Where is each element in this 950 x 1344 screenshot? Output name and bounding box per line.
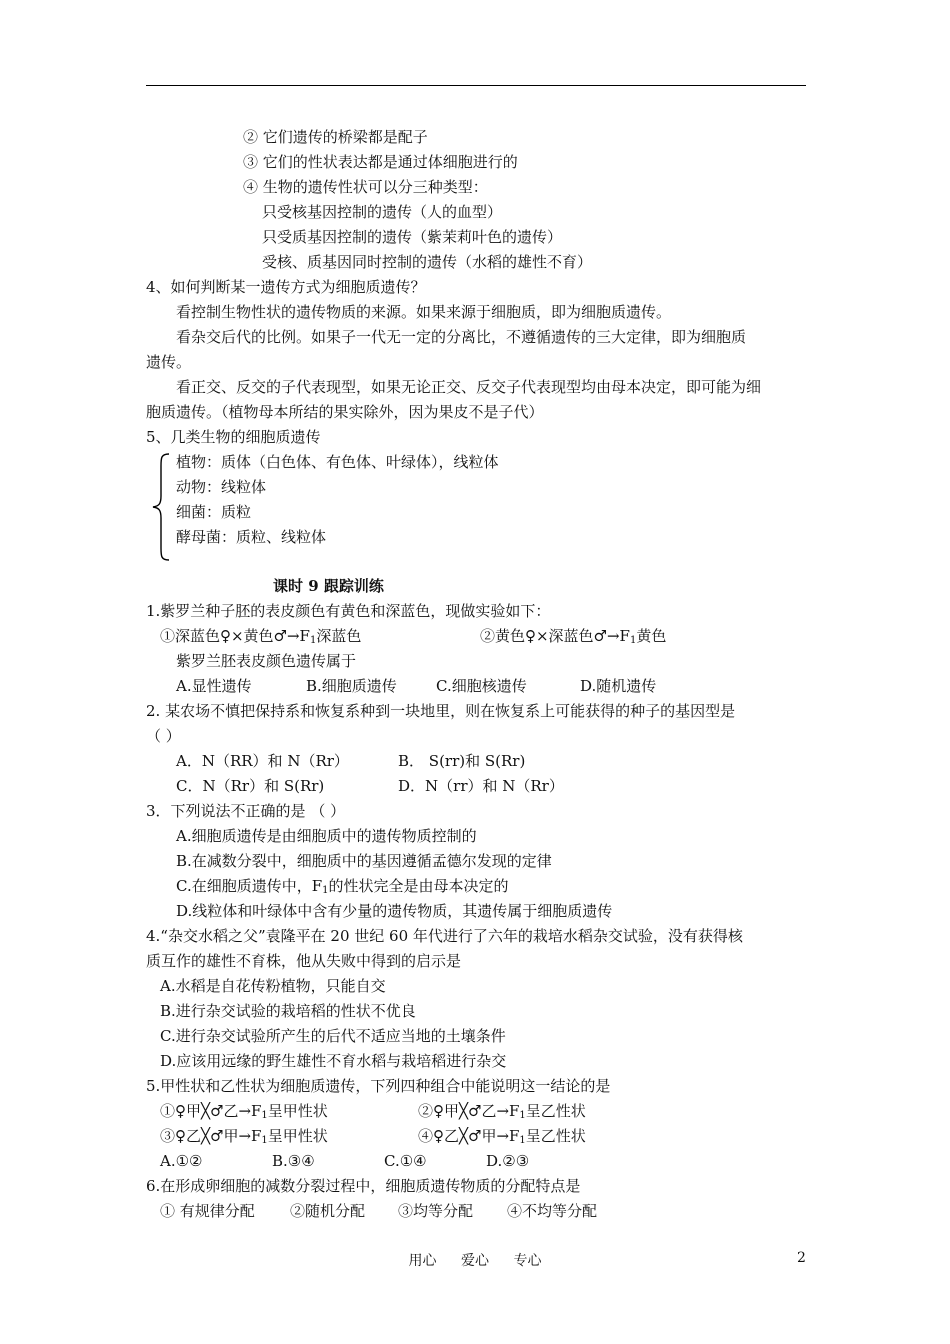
footer-motto-2: 爱心 <box>461 1253 489 1269</box>
exercise-6-option-3: ③均等分配 <box>398 1202 474 1220</box>
exercise-3-option-b: B.在减数分裂中，细胞质中的基因遵循孟德尔发现的定律 <box>176 852 552 870</box>
q5-item-bacteria: 细菌：质粒 <box>176 503 252 521</box>
exercise-2-option-a: A．N（RR）和 N（Rr） <box>176 752 349 770</box>
exercise-5-combination-3: ③♀乙╳♂甲$\to F_1$呈甲性状 <box>160 1127 328 1146</box>
header-rule <box>146 85 806 86</box>
footer-motto-1: 用心 <box>408 1253 437 1269</box>
exercise-1-stem: 1.紫罗兰种子胚的表皮颜色有黄色和深蓝色，现做实验如下： <box>146 602 551 620</box>
exercise-2-option-c: C．N（Rr）和 S(Rr) <box>176 777 325 795</box>
exercise-1-experiment-1: ①深蓝色♀×黄色$♂\to F_1$深蓝色 <box>160 627 362 646</box>
exercise-1-option-c: C.细胞核遗传 <box>436 677 527 695</box>
exercise-2-option-d: D．N（rr）和 N（Rr） <box>398 777 564 795</box>
exercise-3-option-d: D.线粒体和叶绿体中含有少量的遗传物质，其遗传属于细胞质遗传 <box>176 902 613 920</box>
exercise-3-option-a: A.细胞质遗传是由细胞质中的遗传物质控制的 <box>176 827 477 845</box>
exercise-4-option-d: D.应该用远缘的野生雄性不育水稻与栽培稻进行杂交 <box>160 1052 507 1070</box>
exercise-2-answer-paren: （ ） <box>146 727 181 745</box>
left-brace-icon <box>151 452 173 562</box>
q4-paragraph-3a: 看正交、反交的子代表现型，如果无论正交、反交子代表现型均由母本决定，即可能为细 <box>176 378 762 396</box>
exercise-4-stem-line-1: 4.“杂交水稻之父”袁隆平在 20 世纪 60 年代进行了六年的栽培水稻杂交试验，没有获得核 <box>146 927 743 945</box>
note-item-3: ③ 它们的性状表达都是通过体细胞进行的 <box>243 153 518 171</box>
exercise-3-option-c: C.在细胞质遗传中，$F_1$的性状完全是由母本决定的 <box>176 877 509 896</box>
exercise-1-question: 紫罗兰胚表皮颜色遗传属于 <box>176 652 357 670</box>
q4-paragraph-2b: 遗传。 <box>146 353 192 371</box>
q5-item-animal: 动物：线粒体 <box>176 478 267 496</box>
q4-title: 4、如何判断某一遗传方式为细胞质遗传？ <box>146 278 426 296</box>
note-item-2: ② 它们遗传的桥梁都是配子 <box>243 128 428 146</box>
exercise-5-combination-2: ②♀甲╳♂乙$\to F_1$呈乙性状 <box>418 1102 586 1121</box>
exercise-2-option-b: B． S(rr)和 S(Rr) <box>398 752 526 770</box>
footer-motto-3: 专心 <box>513 1253 542 1269</box>
exercise-5-option-d: D.②③ <box>486 1152 530 1170</box>
exercise-4-option-c: C.进行杂交试验所产生的后代不适应当地的土壤条件 <box>160 1027 506 1045</box>
q5-item-yeast: 酵母菌：质粒、线粒体 <box>176 528 327 546</box>
type-2: 只受质基因控制的遗传（紫茉莉叶色的遗传） <box>262 228 563 246</box>
exercise-5-option-b: B.③④ <box>272 1152 315 1170</box>
page-number: 2 <box>797 1250 806 1266</box>
note-item-4: ④ 生物的遗传性状可以分三种类型： <box>243 178 488 196</box>
q4-paragraph-2a: 看杂交后代的比例。如果子一代无一定的分离比，不遵循遗传的三大定律，即为细胞质 <box>176 328 747 346</box>
q5-item-plant: 植物：质体（白色体、有色体、叶绿体），线粒体 <box>176 453 499 471</box>
exercise-6-option-1: ① 有规律分配 <box>160 1202 255 1220</box>
exercise-1-option-a: A.显性遗传 <box>176 677 252 695</box>
exercise-4-stem-line-2: 质互作的雄性不育株，他从失败中得到的启示是 <box>146 952 462 970</box>
exercise-5-combination-4: ④♀乙╳♂甲$\to F_1$呈乙性状 <box>418 1127 586 1146</box>
exercise-1-option-b: B.细胞质遗传 <box>306 677 397 695</box>
exercise-5-option-a: A.①② <box>160 1152 203 1170</box>
q4-paragraph-3b: 胞质遗传。（植物母本所结的果实除外，因为果皮不是子代） <box>146 403 544 421</box>
exercise-6-option-4: ④不均等分配 <box>507 1202 598 1220</box>
type-3: 受核、质基因同时控制的遗传（水稻的雄性不育） <box>262 253 593 271</box>
exercise-4-option-a: A.水稻是自花传粉植物，只能自交 <box>160 977 386 995</box>
exercise-6-option-2: ②随机分配 <box>290 1202 366 1220</box>
section-title: 课时 9 跟踪训练 <box>273 577 384 595</box>
exercise-4-option-b: B.进行杂交试验的栽培稻的性状不优良 <box>160 1002 416 1020</box>
q5-title: 5、几类生物的细胞质遗传 <box>146 428 321 446</box>
exercise-1-option-d: D.随机遗传 <box>580 677 657 695</box>
q4-paragraph-1: 看控制生物性状的遗传物质的来源。如果来源于细胞质，即为细胞质遗传。 <box>176 303 672 321</box>
exercise-3-stem: 3．下列说法不正确的是 （ ） <box>146 802 346 820</box>
type-1: 只受核基因控制的遗传（人的血型） <box>262 203 503 221</box>
exercise-5-stem: 5.甲性状和乙性状为细胞质遗传，下列四种组合中能说明这一结论的是 <box>146 1077 611 1095</box>
exercise-5-combination-1: ①♀甲╳♂乙$\to F_1$呈甲性状 <box>160 1102 328 1121</box>
exercise-1-experiment-2: ②黄色♀×深蓝色$♂\to F_1$黄色 <box>480 627 667 646</box>
exercise-5-option-c: C.①④ <box>384 1152 427 1170</box>
exercise-2-stem: 2. 某农场不慎把保持系和恢复系种到一块地里，则在恢复系上可能获得的种子的基因型是 <box>146 702 736 720</box>
page-footer <box>0 1250 950 1270</box>
exercise-6-stem: 6.在形成卵细胞的减数分裂过程中，细胞质遗传物质的分配特点是 <box>146 1177 581 1195</box>
